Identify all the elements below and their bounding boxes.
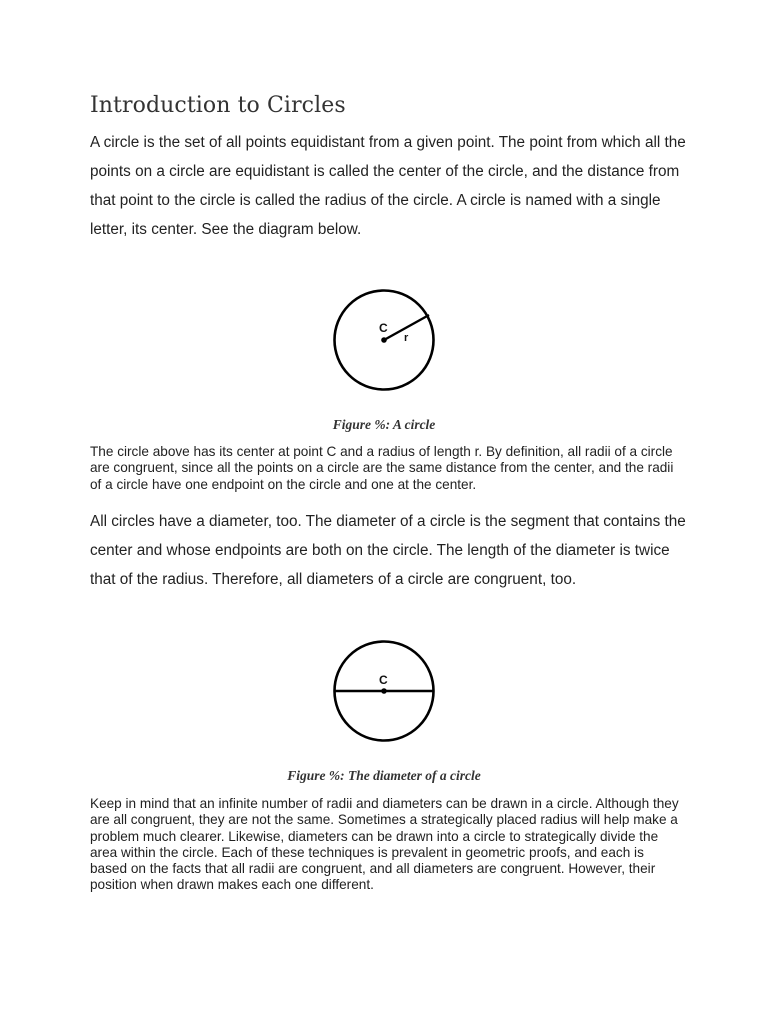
center-label: C [379, 321, 388, 335]
radius-label: r [404, 332, 409, 344]
closing-paragraph: Keep in mind that an infinite number of radii and diameters can be drawn in a circle. Although they are all congruent, they are not the same. Sometimes a strategically placed radius will help make a problem much clearer. Likewise, diameters can be drawn into a circle to strategically divide the area within the circle. Each of these techniques is prevalent in geometric proofs, and each is based on the facts that all radii are congruent, and all diameters are congruent. However, their position when drawn makes each one different. [90, 796, 679, 893]
page-title: Introduction to Circles [90, 93, 346, 118]
center-point [381, 688, 387, 694]
center-label: C [379, 673, 388, 687]
figure2-caption: Figure %: The diameter of a circle [287, 768, 481, 783]
intro-paragraph: A circle is the set of all points equidistant from a given point. The point from which all the points on a circle are equidistant is called the center of the circle, and the distance from that point to the circle is called the radius of the circle. A circle is named with a single letter, its center. See the diagram below. [90, 134, 686, 238]
circle-radius-figure [330, 286, 438, 394]
center-point [381, 337, 387, 343]
figure1-caption: Figure %: A circle [332, 417, 436, 432]
circle-diameter-figure [330, 637, 438, 745]
radius-explanation-paragraph: The circle above has its center at point C and a radius of length r. By definition, all radii of a circle are congruent, since all the points on a circle are the same distance from the center, and the radii of a circle have one endpoint on the circle and one at the center. [90, 444, 674, 492]
diameter-paragraph: All circles have a diameter, too. The diameter of a circle is the segment that contains the center and whose endpoints are both on the circle. The length of the diameter is twice that of the radius. Therefore, all diameters of a circle are congruent, too. [90, 513, 686, 588]
